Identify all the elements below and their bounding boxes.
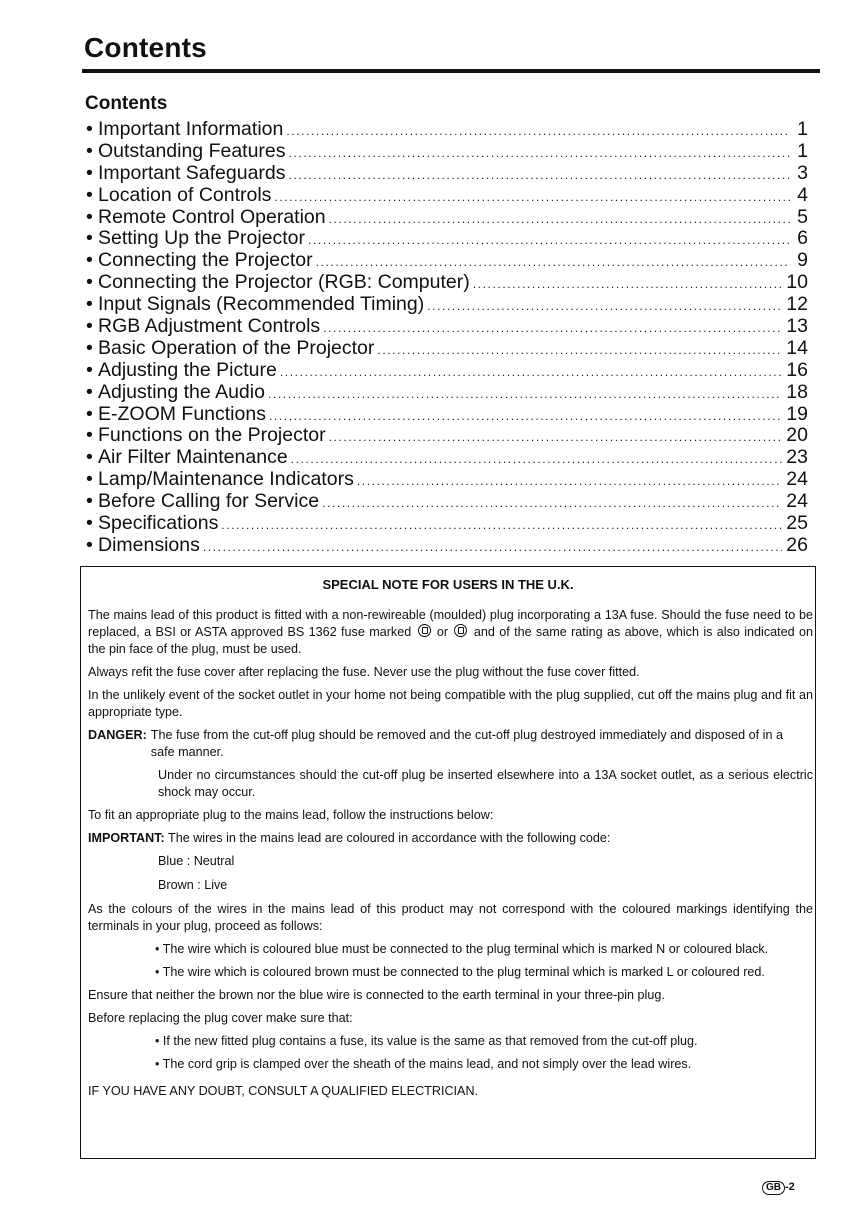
earth-paragraph: Ensure that neither the brown nor the blue wire is connected to the earth terminal in your three-pin plug. <box>88 988 665 1002</box>
danger-text: The fuse from the cut-off plug should be removed and the cut-off plug destroyed immediately and disposed of in a safe manner. <box>150 728 783 759</box>
toc-leader-dots <box>377 343 782 357</box>
toc-item-page: 6 <box>797 227 808 250</box>
toc-item <box>86 249 808 271</box>
toc-item-page: 24 <box>786 490 808 513</box>
toc-item-label: Adjusting the Audio <box>98 380 265 403</box>
wire-blue: Blue : Neutral <box>158 854 235 868</box>
toc-item-label: E-ZOOM Functions <box>98 402 266 425</box>
toc-item-label: Air Filter Maintenance <box>98 446 288 469</box>
socket-paragraph: In the unlikely event of the socket outlet in your home not being compatible with the plug supplied, cut off the mains plug and fit an appropriate type. <box>88 688 813 719</box>
toc-item <box>86 118 808 140</box>
toc-item <box>86 381 808 403</box>
gb-region-badge: GB <box>762 1181 785 1195</box>
note-body <box>88 607 813 1106</box>
bullet-icon: • <box>86 315 93 338</box>
toc-leader-dots <box>427 299 782 313</box>
toc-item-page: 5 <box>797 205 808 228</box>
toc-leader-dots <box>203 540 782 554</box>
toc-item-page: 18 <box>786 380 808 403</box>
bullet-icon: • <box>86 533 93 556</box>
toc-leader-dots <box>289 146 790 160</box>
toc-item-page: 16 <box>786 358 808 381</box>
toc-item-label: Functions on the Projector <box>98 424 326 447</box>
bullet-icon: • <box>86 139 93 162</box>
toc-item-page: 24 <box>786 468 808 491</box>
toc-item-page: 20 <box>786 424 808 447</box>
bullet-icon: • <box>86 293 93 316</box>
fit-plug-paragraph: To fit an appropriate plug to the mains lead, follow the instructions below: <box>88 808 494 822</box>
toc-item-label: Important Safeguards <box>98 161 286 184</box>
toc-item-label: Important Information <box>98 118 284 140</box>
note-title: SPECIAL NOTE FOR USERS IN THE U.K. <box>322 577 574 592</box>
toc-item-page: 25 <box>786 512 808 535</box>
wire-colours-paragraph: As the colours of the wires in the mains lead of this product may not correspond with the coloured markings identifying the terminals in your plug, proceed as follows: <box>88 902 813 933</box>
toc-item-label: Before Calling for Service <box>98 490 320 513</box>
bsi-kitemark-icon <box>454 624 467 637</box>
toc-list <box>86 118 808 556</box>
toc-leader-dots <box>322 496 782 510</box>
toc-leader-dots <box>291 452 783 466</box>
toc-item <box>86 227 808 249</box>
bullet-icon: • <box>86 336 93 359</box>
toc-item <box>86 512 808 534</box>
important-text: The wires in the mains lead are coloured in accordance with the following code: <box>168 831 611 845</box>
toc-leader-dots <box>323 321 782 335</box>
toc-leader-dots <box>221 518 782 532</box>
toc-leader-dots <box>329 212 790 226</box>
fuse-text-c: and of the same rating as above, which is also indicated on the pin face of the plug, must be used. <box>88 625 813 656</box>
bullet-icon: • <box>86 446 93 469</box>
toc-item-page: 4 <box>797 183 808 206</box>
toc-leader-dots <box>274 190 790 204</box>
fuse-cover-paragraph: Always refit the fuse cover after replacing the fuse. Never use the plug without the fuse cover fitted. <box>88 665 640 679</box>
toc-leader-dots <box>329 430 783 444</box>
important-label: IMPORTANT: <box>88 831 165 845</box>
bullet-icon: • <box>86 490 93 513</box>
toc-item-page: 13 <box>786 315 808 338</box>
toc-leader-dots <box>269 409 782 423</box>
page-number-suffix: -2 <box>785 1181 795 1193</box>
toc-leader-dots <box>286 124 790 138</box>
toc-item-page: 10 <box>786 271 808 294</box>
toc-item-label: Connecting the Projector (RGB: Computer) <box>98 271 470 294</box>
toc-item <box>86 315 808 337</box>
bullet-icon: • <box>86 512 93 535</box>
bullet-icon: • <box>86 468 93 491</box>
bullet-icon: • <box>86 402 93 425</box>
toc-leader-dots <box>268 387 782 401</box>
asta-mark-icon <box>418 624 431 637</box>
toc-item-label: Dimensions <box>98 533 200 556</box>
toc-leader-dots <box>289 168 790 182</box>
bullet-icon: • <box>86 205 93 228</box>
toc-leader-dots <box>357 474 782 488</box>
toc-item-label: Remote Control Operation <box>98 205 326 228</box>
toc-leader-dots <box>316 255 790 269</box>
wire-brown: Brown : Live <box>158 878 228 892</box>
toc-item <box>86 468 808 490</box>
toc-item <box>86 271 808 293</box>
toc-item-label: Specifications <box>98 512 219 535</box>
toc-item <box>86 446 808 468</box>
page-title: Contents <box>84 32 207 63</box>
danger-label: DANGER: <box>88 728 147 742</box>
toc-item-label: Setting Up the Projector <box>98 227 306 250</box>
bullet-icon: • <box>86 271 93 294</box>
toc-item <box>86 293 808 315</box>
toc-item <box>86 490 808 512</box>
toc-item <box>86 184 808 206</box>
toc-item-page: 12 <box>786 293 808 316</box>
fuse-text-a: The mains lead of this product is fitted with a non-rewireable (moulded) plug incorporating a 13A fuse. Should the fuse need to be replaced, a BSI or ASTA approved BS 1362 fuse marked <box>88 608 813 639</box>
toc-item-page: 1 <box>797 139 808 162</box>
toc-item-label: Location of Controls <box>98 183 272 206</box>
toc-item <box>86 359 808 381</box>
bullet-icon: • <box>86 424 93 447</box>
toc-item <box>86 140 808 162</box>
toc-heading: Contents <box>85 93 168 114</box>
toc-item-label: Adjusting the Picture <box>98 358 277 381</box>
toc-item <box>86 206 808 228</box>
toc-item-label: Input Signals (Recommended Timing) <box>98 293 425 316</box>
cord-grip-bullet: • The cord grip is clamped over the sheath of the mains lead, and not simply over the lead wires. <box>155 1057 692 1071</box>
toc-item <box>86 162 808 184</box>
plug-cover-paragraph: Before replacing the plug cover make sure that: <box>88 1011 353 1025</box>
bullet-icon: • <box>86 183 93 206</box>
bullet-icon: • <box>86 249 93 272</box>
toc-item-page: 19 <box>786 402 808 425</box>
toc-item-page: 3 <box>797 161 808 184</box>
page-number <box>762 1181 795 1195</box>
toc-item-page: 23 <box>786 446 808 469</box>
toc-item-label: Outstanding Features <box>98 139 286 162</box>
danger-text-2: Under no circumstances should the cut-off plug be inserted elsewhere into a 13A socket outlet, as a serious electric shock may occur. <box>158 768 813 799</box>
toc-item <box>86 534 808 556</box>
bullet-icon: • <box>86 358 93 381</box>
fuse-paragraph <box>88 607 813 658</box>
electrician-paragraph: IF YOU HAVE ANY DOUBT, CONSULT A QUALIFIED ELECTRICIAN. <box>88 1084 479 1098</box>
toc-item-label: RGB Adjustment Controls <box>98 315 321 338</box>
bullet-icon: • <box>86 380 93 403</box>
fuse-text-b: or <box>436 625 449 639</box>
toc-item <box>86 424 808 446</box>
brown-wire-bullet: • The wire which is coloured brown must be connected to the plug terminal which is marked L or coloured red. <box>155 965 765 979</box>
bullet-icon: • <box>86 161 93 184</box>
toc-item-label: Connecting the Projector <box>98 249 313 272</box>
uk-special-note-box <box>80 566 816 1159</box>
danger-row <box>88 727 813 761</box>
title-rule <box>82 69 820 73</box>
toc-leader-dots <box>280 365 782 379</box>
blue-wire-bullet: • The wire which is coloured blue must be connected to the plug terminal which is marked N or coloured black. <box>155 942 769 956</box>
toc-item <box>86 337 808 359</box>
toc-item-label: Basic Operation of the Projector <box>98 336 375 359</box>
toc-item-page: 9 <box>797 249 808 272</box>
bullet-icon: • <box>86 118 93 140</box>
toc-leader-dots <box>308 233 790 247</box>
toc-item-page: 26 <box>786 533 808 556</box>
toc-item-page: 1 <box>797 118 808 140</box>
toc-item-page: 14 <box>786 336 808 359</box>
bullet-icon: • <box>86 227 93 250</box>
fuse-value-bullet: • If the new fitted plug contains a fuse, its value is the same as that removed from the cut-off plug. <box>155 1034 698 1048</box>
important-paragraph <box>88 830 813 847</box>
toc-item-label: Lamp/Maintenance Indicators <box>98 468 354 491</box>
toc-item <box>86 403 808 425</box>
toc-leader-dots <box>473 277 783 291</box>
